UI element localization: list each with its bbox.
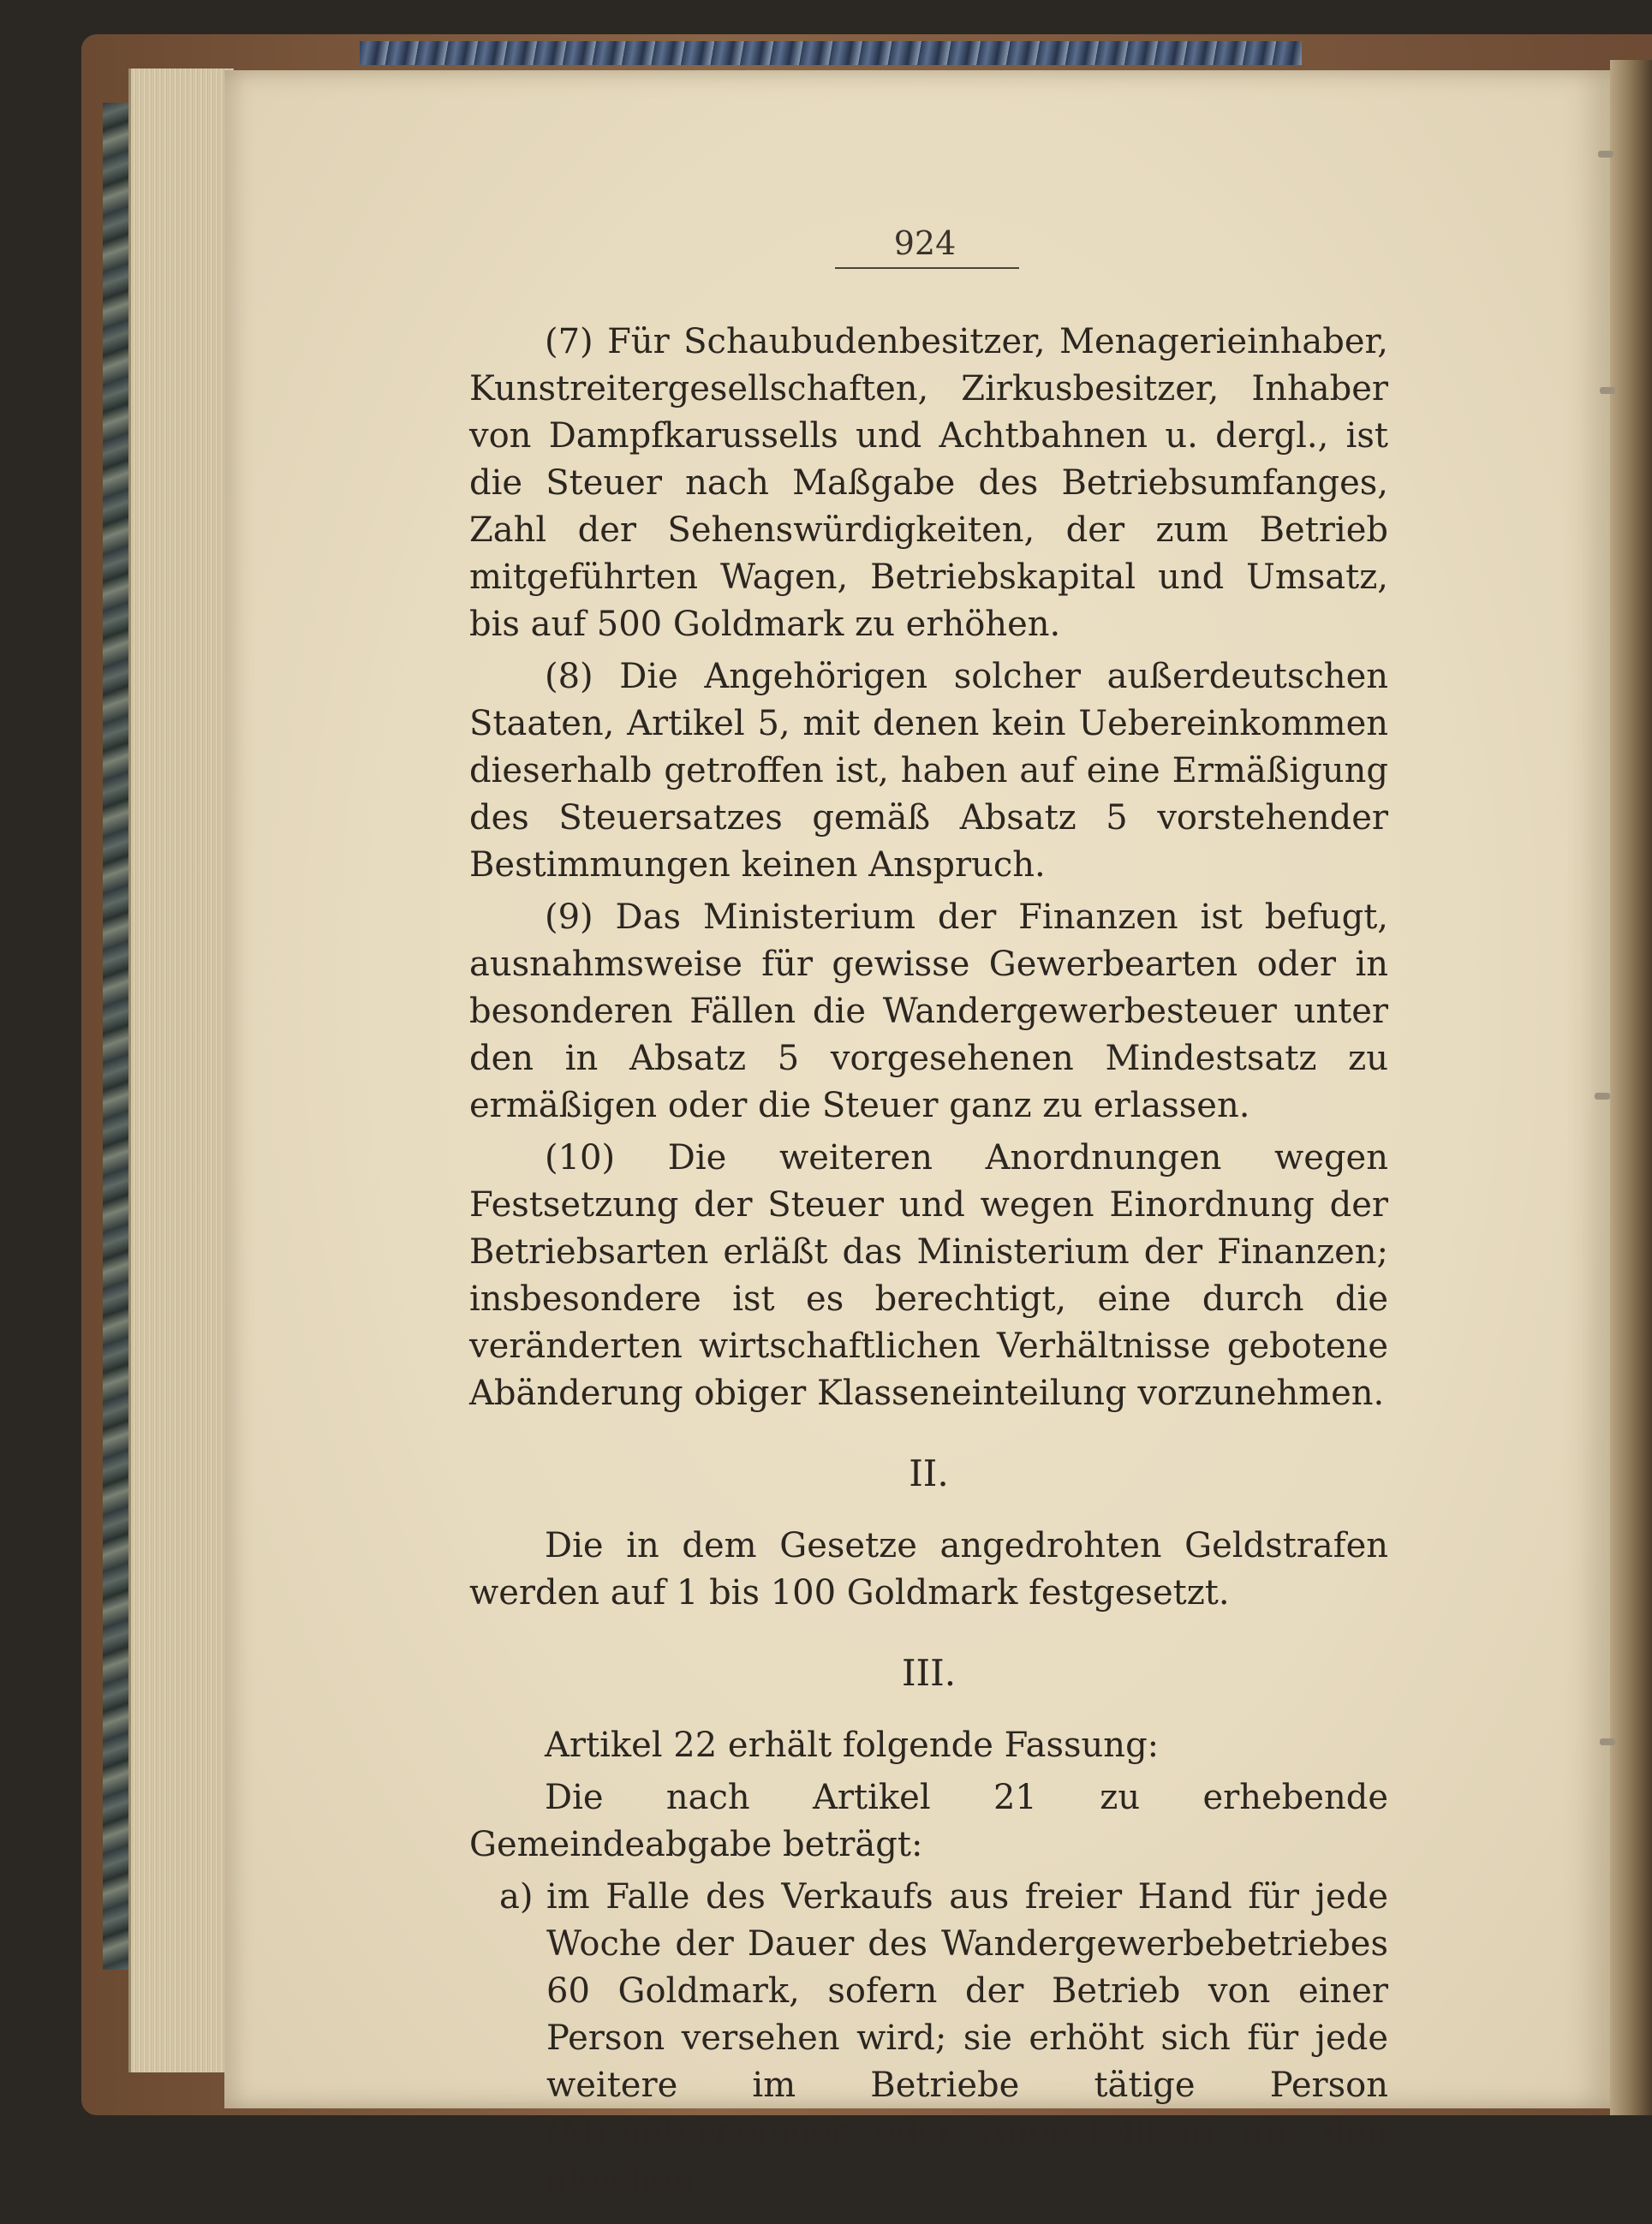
list-item-label: a) — [499, 1877, 534, 1917]
paragraph-7: (7) Für Schaubudenbesitzer, Menagerieinhaber, Kunstreitergesellschaften, Zirkusbesitzer, Inhaber von Dampfkarussells und Achtbahnen u. dergl., ist die Steuer nach Maßgabe des Betriebsumfanges, Zahl der Sehenswürdigkeiten, der zum Betrieb mitgeführten Wagen, Betriebskapital und Umsatz, bis auf 500 Goldmark zu erhöhen. — [469, 322, 1388, 644]
paragraph-8: (8) Die Angehörigen solcher außerdeutschen Staaten, Artikel 5, mit denen kein Uebereinkommen dieserhalb getroffen ist, haben auf eine Ermäßigung des Steuersatzes gemäß Absatz 5 vorstehender Bestimmungen keinen Anspruch. — [469, 657, 1388, 885]
list-item-a — [469, 1874, 1388, 2203]
page-edges — [128, 69, 234, 2072]
book-gutter — [1610, 60, 1652, 2115]
section-heading-3: III. — [901, 1652, 957, 1694]
section-3-paragraph: Die nach Artikel 21 zu erhebende Gemeindeabgabe beträgt: — [469, 1778, 1388, 1864]
list-item-text: im Falle des Verkaufs aus freier Hand für jede Woche der Dauer des Wandergewerbebetriebes 60 Goldmark, sofern der Betrieb von einer Person versehen wird; sie erhöht sich für jede weitere im Betriebe tätige Person (Mitunternehmer oder Angestellten) um den gleichen — [546, 1877, 1388, 2199]
section-heading-2: II. — [909, 1452, 949, 1494]
binding-mark-icon — [1595, 1093, 1610, 1100]
binding-mark-icon — [1598, 151, 1613, 158]
section-3-intro: Artikel 22 erhält folgende Fassung: — [545, 1726, 1160, 1765]
page-number-rule — [835, 267, 1019, 269]
paragraph-9: (9) Das Ministerium der Finanzen ist befugt, ausnahmsweise für gewisse Gewerbearten oder in besonderen Fällen die Wandergewerbesteuer unter den in Absatz 5 vorgesehenen Mindestsatz zu ermäßigen oder die Steuer ganz zu erlassen. — [469, 897, 1388, 1125]
paragraph-10: (10) Die weiteren Anordnungen wegen Festsetzung der Steuer und wegen Einordnung der Betriebsarten erläßt das Ministerium der Finanzen; insbesondere ist es berechtigt, eine durch die veränderten wirtschaftlichen Verhältnisse gebotene Abänderung obiger Klasseneinteilung vorzunehmen. — [469, 1138, 1388, 1413]
section-2-paragraph: Die in dem Gesetze angedrohten Geldstrafen werden auf 1 bis 100 Goldmark festgesetzt. — [469, 1526, 1388, 1613]
binding-mark-icon — [1600, 1738, 1615, 1745]
page-number: 924 — [893, 224, 957, 262]
marbled-cover-edge-top — [360, 41, 1302, 65]
page-body — [469, 319, 1388, 2209]
binding-mark-icon — [1600, 387, 1615, 394]
